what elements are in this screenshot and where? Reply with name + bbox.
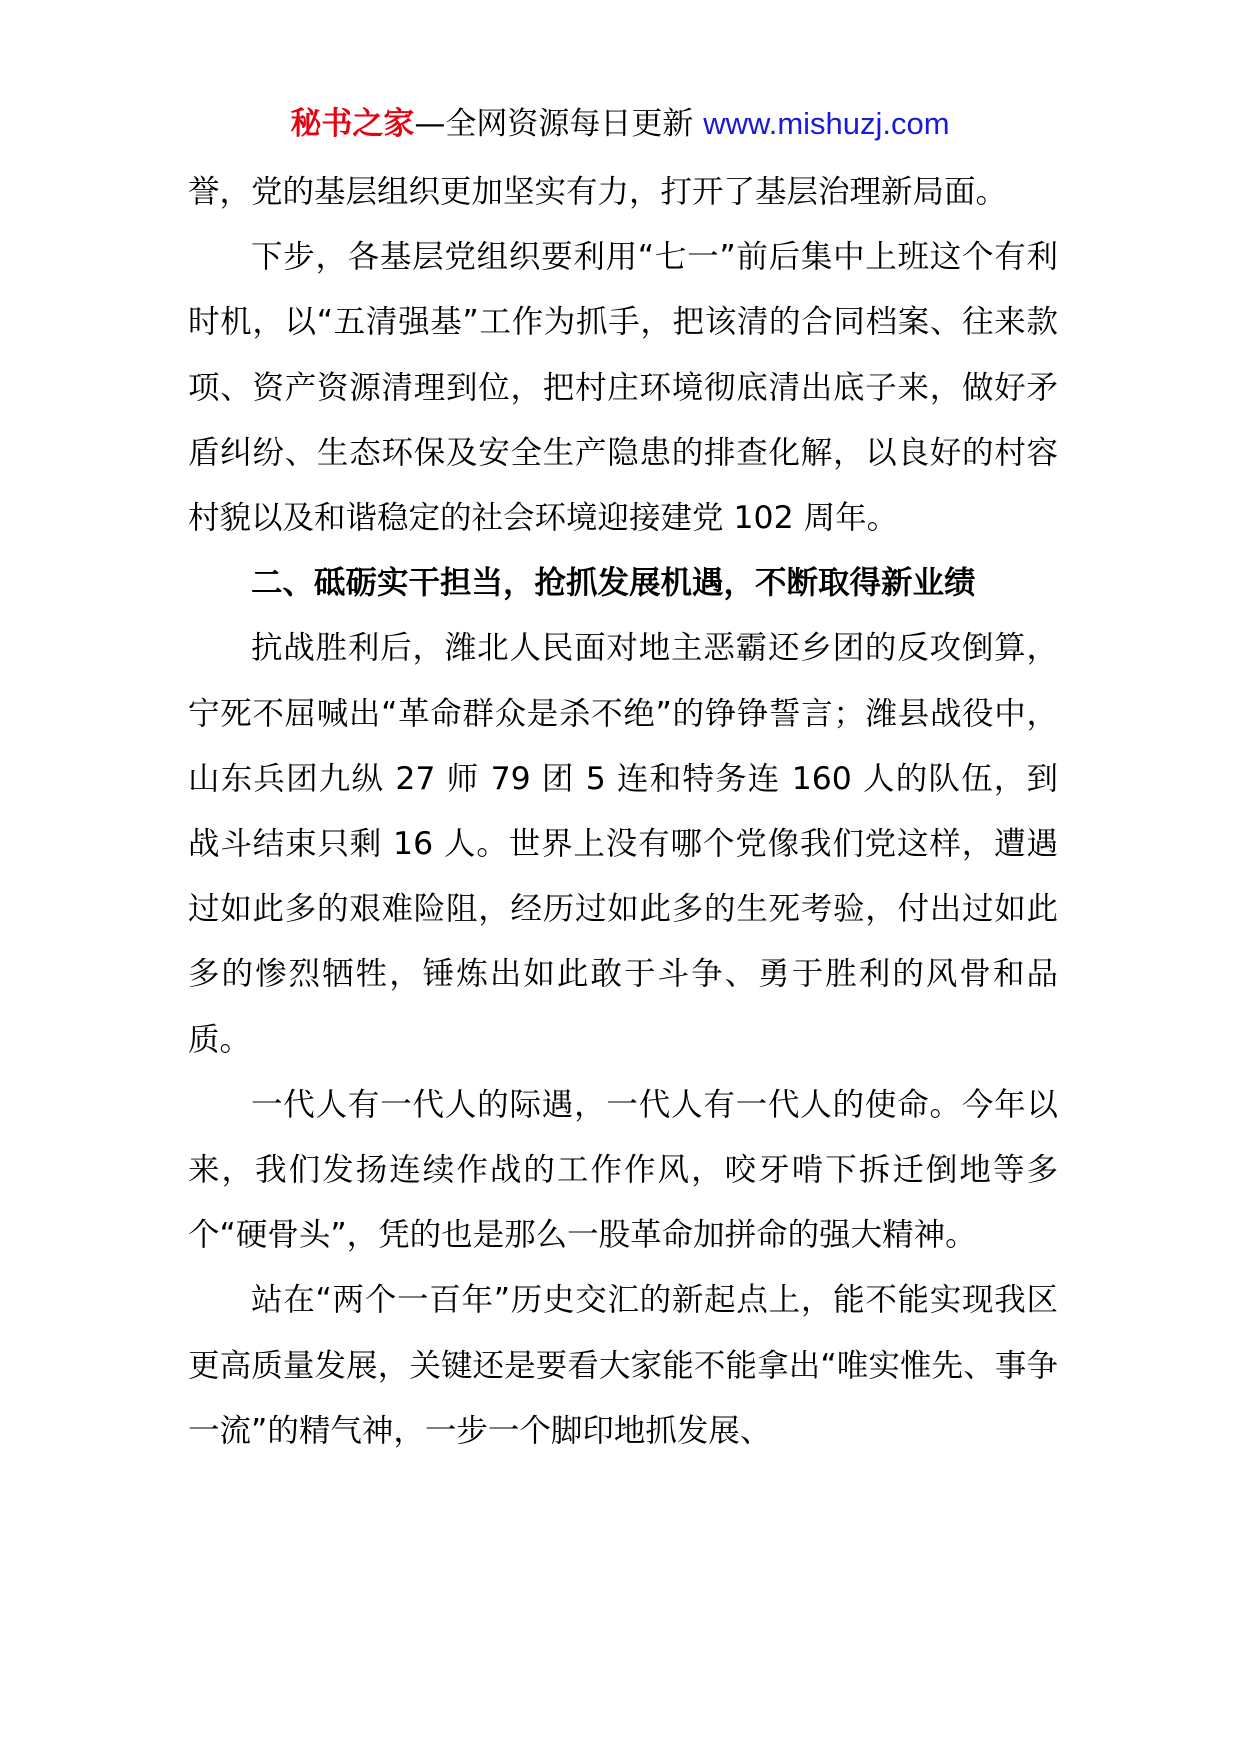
site-brand: 秘书之家 [290,106,415,142]
section-heading: 二、砥砺实干担当，抢抓发展机遇，不断取得新业绩 [251,565,976,602]
site-tagline: —全网资源每日更新 [414,106,704,142]
document-body [188,160,1058,1464]
paragraph: 下步，各基层党组织要利用“七一”前后集中上班这个有利时机，以“五清强基”工作为抓手，把该清的合同档案、往来款项、资产资源清理到位，把村庄环境彻底清出底子来，做好矛盾纠纷、生态环保及安全生产隐患的排查化解，以良好的村容村貌以及和谐稳定的社会环境迎接建党 102 周年。 [188,239,1058,537]
paragraph: 抗战胜利后，潍北人民面对地主恶霸还乡团的反攻倒算，宁死不屈喊出“革命群众是杀不绝”的铮铮誓言；潍县战役中，山东兵团九纵 27 师 79 团 5 连和特务连 160 人的队伍，到战斗结束只剩 16 人。世界上没有哪个党像我们党这样，遭遇过如此多的艰难险阻，经历过如此多的生死考验，付出过如此多的惨烈牺牲，锤炼出如此敢于斗争、勇于胜利的风骨和品质。 [188,630,1058,1058]
paragraph: 站在“两个一百年”历史交汇的新起点上，能不能实现我区更高质量发展，关键还是要看大家能不能拿出“唯实惟先、事争一流”的精气神，一步一个脚印地抓发展、 [188,1282,1058,1449]
site-header [0,102,1240,146]
site-url: www.mishuzj.com [703,106,950,141]
paragraph: 一代人有一代人的际遇，一代人有一代人的使命。今年以来，我们发扬连续作战的工作作风，咬牙啃下拆迁倒地等多个“硬骨头”，凭的也是那么一股革命加拼命的强大精神。 [188,1086,1058,1254]
paragraph-continuation: 誉，党的基层组织更加坚实有力，打开了基层治理新局面。 [188,174,1008,210]
